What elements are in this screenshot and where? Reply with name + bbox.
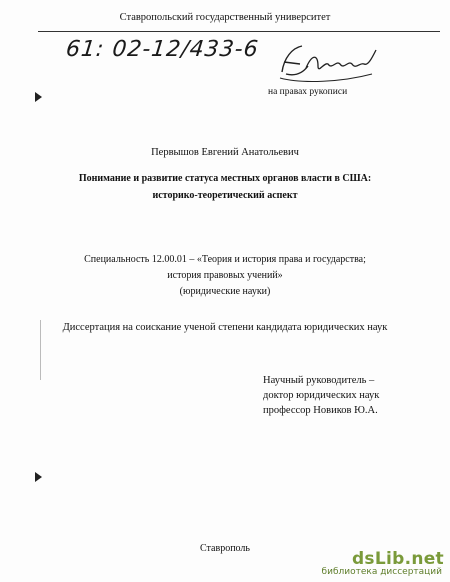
watermark-subtitle: библиотека диссертаций: [321, 567, 442, 577]
supervisor-name: профессор Новиков Ю.А.: [263, 405, 378, 416]
specialty-line-3: (юридические науки): [179, 286, 271, 297]
city-name: Ставрополь: [200, 543, 250, 554]
dissertation-degree: Диссертация на соискание ученой степени кандидата юридических наук: [62, 322, 388, 333]
manuscript-rights-note: на правах рукописи: [268, 87, 348, 97]
watermark-logo[interactable]: dsLib.net: [351, 549, 444, 569]
accession-number: 61: 02-12/433-6: [64, 37, 260, 62]
author-name: Первышов Евгений Анатольевич: [151, 147, 299, 158]
specialty-line-1: Специальность 12.00.01 – «Теория и история права и государства;: [84, 254, 366, 265]
dissertation-title-line-2: историко-теоретический аспект: [152, 190, 298, 201]
scan-marker-bottom: [35, 472, 42, 482]
university-name: Ставропольский государственный университет: [0, 12, 450, 23]
specialty-line-2: история правовых учений»: [167, 270, 283, 281]
supervisor-degree: доктор юридических наук: [263, 390, 380, 401]
dslib-watermark[interactable]: [300, 549, 450, 582]
scan-marker-top: [35, 92, 42, 102]
dissertation-title-line-1: Понимание и развитие статуса местных органов власти в США:: [78, 173, 372, 184]
supervisor-role: Научный руководитель –: [263, 375, 375, 386]
signature-image: [272, 40, 382, 88]
